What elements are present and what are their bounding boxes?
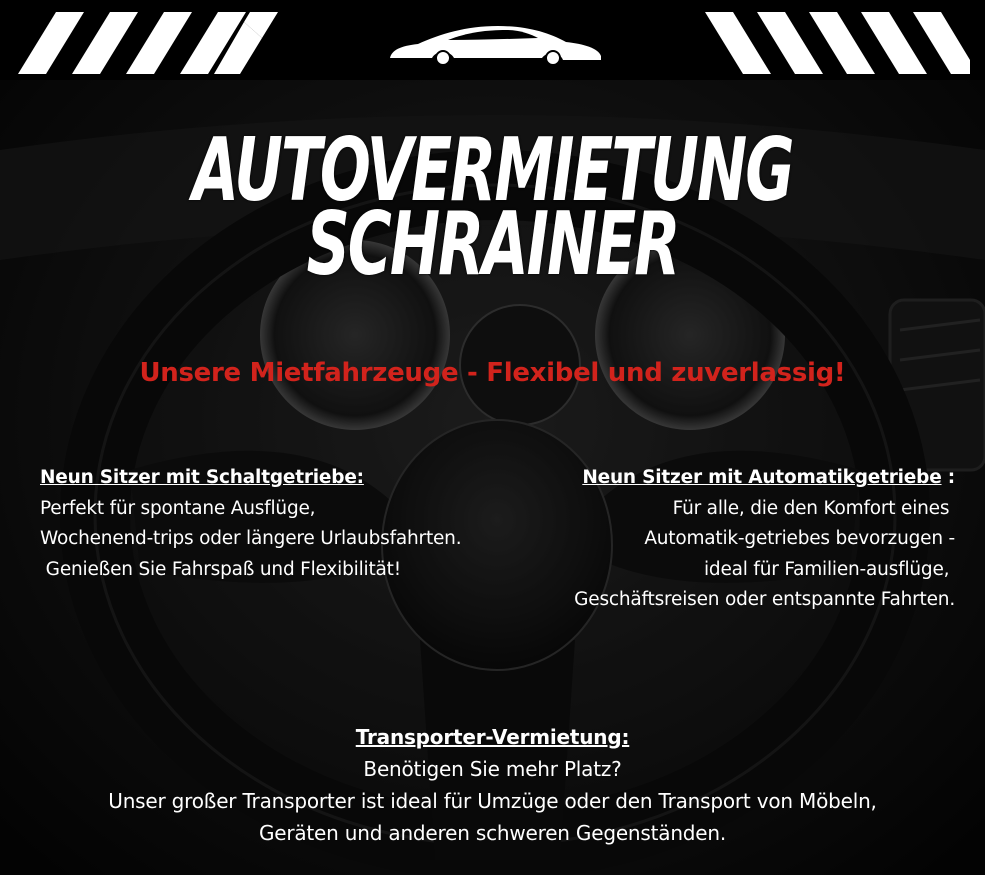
offer-manual-line: Wochenend-trips oder längere Urlaubsfahrten. bbox=[40, 528, 462, 549]
tagline: Unsere Mietfahrzeuge - Flexibel und zuverlassig! bbox=[139, 358, 846, 388]
offer-transporter-line: Unser großer Transporter ist ideal für Umzüge oder den Transport von Möbeln, bbox=[108, 789, 877, 813]
offer-automatic-heading-suffix: : bbox=[941, 467, 955, 488]
offer-manual-heading: Neun Sitzer mit Schaltgetriebe: bbox=[40, 467, 364, 488]
offer-automatic-line: ideal für Familien-ausflüge, bbox=[703, 558, 955, 580]
offer-manual-line: Genießen Sie Fahrspaß und Flexibilität! bbox=[40, 558, 401, 580]
offer-automatic-heading-row bbox=[574, 463, 955, 494]
offer-manual-line: Perfekt für spontane Ausflüge, bbox=[40, 497, 316, 519]
offer-automatic-line: Automatik-getriebes bevorzugen - bbox=[644, 528, 955, 549]
offer-automatic-line: Für alle, die den Komfort eines bbox=[672, 497, 955, 519]
sports-car-logo-icon bbox=[388, 22, 603, 64]
offer-automatic-line: Geschäftsreisen oder entspannte Fahrten. bbox=[574, 589, 955, 610]
title-line-2: SCHRAINER bbox=[306, 194, 679, 296]
offer-transporter bbox=[0, 721, 985, 849]
hazard-stripes-right bbox=[705, 12, 970, 74]
hazard-stripes-left bbox=[18, 12, 278, 74]
offer-transporter-line: Geräten und anderen schweren Gegenständen. bbox=[258, 821, 727, 845]
offer-transporter-heading: Transporter-Vermietung: bbox=[355, 725, 630, 749]
offer-manual-nine-seater bbox=[40, 463, 461, 585]
offer-automatic-heading: Neun Sitzer mit Automatikgetriebe bbox=[582, 467, 942, 488]
title-line-1: AUTOVERMIETUNG bbox=[192, 120, 793, 222]
offer-automatic-nine-seater bbox=[574, 463, 955, 616]
offer-transporter-line: Benötigen Sie mehr Platz? bbox=[363, 757, 622, 781]
